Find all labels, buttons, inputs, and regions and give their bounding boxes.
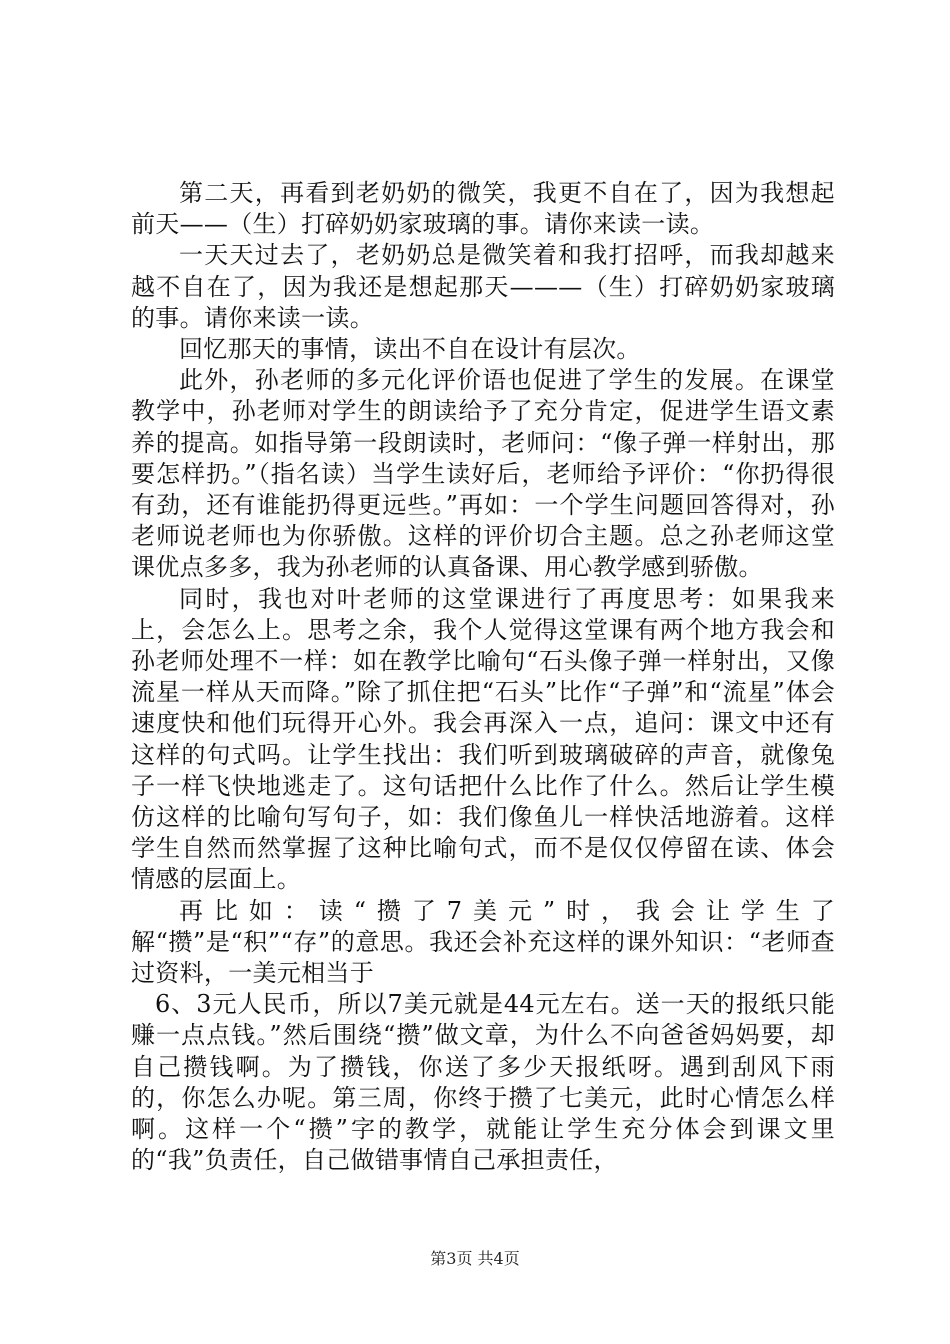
paragraph-2: 一天天过去了，老奶奶总是微笑着和我打招呼，而我却越来越不自在了，因为我还是想起那天———（生）打碎奶奶家玻璃的事。请你来读一读。 (131, 241, 835, 332)
paragraph-4: 此外，孙老师的多元化评价语也促进了学生的发展。在课堂教学中，孙老师对学生的朗读给予了充分肯定，促进学生语文素养的提高。如指导第一段朗读时，老师问：“像子弹一样射出，那要怎样扔。”（指名读）当学生读好后，老师给予评价：“你扔得很有劲，还有谁能扔得更远些。”再如：一个学生问题回答得对，孙老师说老师也为你骄傲。这样的评价切合主题。总之孙老师这堂课优点多多，我为孙老师的认真备课、用心教学感到骄傲。 (131, 366, 835, 582)
paragraph-3: 回忆那天的事情，读出不自在设计有层次。 (179, 335, 641, 364)
paragraph-6: 再比如：读“攒了7美元”时，我会让学生了解“攒”是“积”“存”的意思。我还会补充这样的课外知识：“老师查过资料，一美元相当于 (131, 896, 835, 988)
paragraph-5: 同时，我也对叶老师的这堂课进行了再度思考：如果我来上，会怎么上。思考之余，我个人觉得这堂课有两个地方我会和孙老师处理不一样：如在教学比喻句“石头像子弹一样射出，又像流星一样从天而降。”除了抓住把“石头”比作“子弹”和“流星”体会速度快和他们玩得开心外。我会再深入一点，追问：课文中还有这样的句式吗。让学生找出：我们听到玻璃破碎的声音，就像兔子一样飞快地逃走了。这句话把什么比作了什么。然后让学生模仿这样的比喻句写句子，如：我们像鱼儿一样快活地游着。这样学生自然而然掌握了这种比喻句式，而不是仅仅停留在读、体会情感的层面上。 (131, 584, 836, 894)
paragraph-1: 第二天，再看到老奶奶的微笑，我更不自在了，因为我想起前天——（生）打碎奶奶家玻璃的事。请你来读一读。 (131, 179, 835, 239)
paragraph-7: 6、3元人民币，所以7美元就是44元左右。送一天的报纸只能赚一点点钱。”然后围绕“攒”做文章，为什么不向爸爸妈妈要，却自己攒钱啊。为了攒钱，你送了多少天报纸呀。遇到刮风下雨的，你怎么办呢。第三周，你终于攒了七美元，此时心情怎么样啊。这样一个“攒”字的教学，就能让学生充分体会到课文里的“我”负责任，自己做错事情自己承担责任， (131, 990, 835, 1175)
body-text (131, 178, 835, 1177)
page-footer: 第3页 共4页 (430, 1249, 520, 1268)
